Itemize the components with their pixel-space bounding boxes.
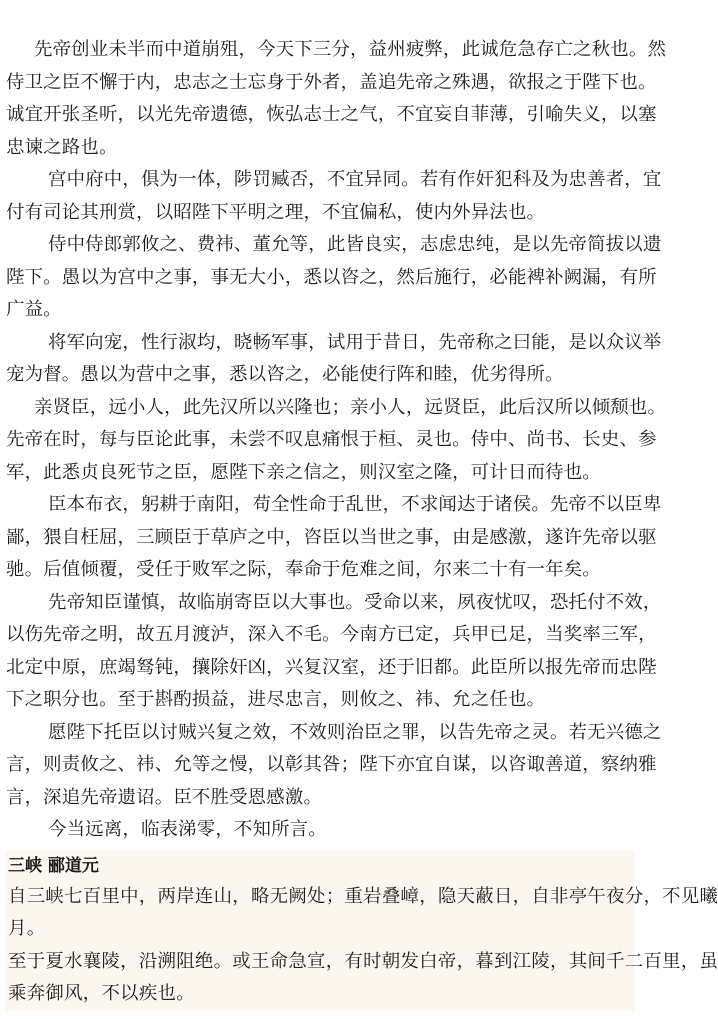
text-line: 愿陛下托臣以讨贼兴复之效，不效则治臣之罪，以告先帝之灵。若无兴德之 bbox=[48, 721, 662, 743]
text-line: 北定中原，庶竭驽钝，攘除奸凶，兴复汉室，还于旧都。此臣所以报先帝而忠陛 bbox=[6, 656, 657, 678]
text-line: 言，深追先帝遗诏。臣不胜受恩感激。 bbox=[6, 786, 323, 808]
text-line: 鄙，猥自枉屈，三顾臣于草庐之中，咨臣以当世之事，由是感激，遂许先帝以驱 bbox=[6, 526, 657, 548]
text-line: 宠为督。愚以为营中之事，悉以咨之，必能使行阵和睦，优劣得所。 bbox=[6, 364, 564, 385]
text-line: 亲贤臣，远小人，此先汉所以兴隆也；亲小人，远贤臣，此后汉所以倾颓也。 bbox=[34, 396, 667, 418]
text-line: 至于夏水襄陵，沿溯阻绝。或王命急宣，有时朝发白帝，暮到江陵，其间千二百里，虽 bbox=[8, 950, 718, 972]
text-line: 先帝创业未半而中道崩殂，今天下三分，益州疲弊，此诚危急存亡之秋也。然 bbox=[34, 39, 667, 60]
text-line: 广益。 bbox=[6, 299, 62, 320]
text-line: 宫中府中，俱为一体，陟罚臧否，不宜异同。若有作奸犯科及为忠善者，宜 bbox=[48, 169, 662, 190]
text-line: 先帝知臣谨慎，故临崩寄臣以大事也。受命以来，夙夜忧叹，恐托付不效， bbox=[48, 591, 662, 613]
text-line: 陛下。愚以为宫中之事，事无大小，悉以咨之，然后施行，必能裨补阙漏，有所 bbox=[6, 266, 657, 288]
text-line: 先帝在时，每与臣论此事，未尝不叹息痛恨于桓、灵也。侍中、尚书、长史、参 bbox=[6, 429, 657, 450]
text-line: 月。 bbox=[8, 918, 46, 939]
text-line: 将军向宠，性行淑均，晓畅军事，试用于昔日，先帝称之曰能，是以众议举 bbox=[48, 331, 662, 353]
text-line: 忠谏之路也。 bbox=[6, 136, 118, 158]
section-title: 三峡 郦道元 bbox=[8, 855, 99, 876]
text-line: 下之职分也。至于斟酌损益，进尽忠言，则攸之、祎、允之任也。 bbox=[6, 689, 546, 710]
text-line: 侍中侍郎郭攸之、费祎、董允等，此皆良实，志虑忠纯，是以先帝简拔以遗 bbox=[48, 234, 662, 255]
text-line: 言，则责攸之、祎、允等之慢，以彰其咎；陛下亦宜自谋，以咨诹善道，察纳雅 bbox=[6, 754, 657, 775]
text-line: 自三峡七百里中，两岸连山，略无阙处；重岩叠嶂，隐天蔽日，自非亭午夜分，不见曦 bbox=[8, 885, 718, 907]
text-line: 付有司论其刑赏，以昭陛下平明之理，不宜偏私，使内外异法也。 bbox=[6, 201, 546, 223]
text-line: 驰。后值倾覆，受任于败军之际，奉命于危难之间，尔来二十有一年矣。 bbox=[6, 559, 601, 580]
text-line: 今当远离，临表涕零，不知所言。 bbox=[48, 819, 327, 840]
text-line: 乘奔御风，不以疾也。 bbox=[8, 983, 195, 1004]
text-line: 臣本布衣，躬耕于南阳，苟全性命于乱世，不求闻达于诸侯。先帝不以臣卑 bbox=[48, 494, 662, 515]
text-line: 诚宜开张圣听，以光先帝遗德，恢弘志士之气，不宜妄自菲薄，引喻失义，以塞 bbox=[6, 104, 657, 125]
text-line: 侍卫之臣不懈于内，忠志之士忘身于外者，盖追先帝之殊遇，欲报之于陛下也。 bbox=[6, 71, 657, 93]
text-line: 以伤先帝之明，故五月渡泸，深入不毛。今南方已定，兵甲已足，当奖率三军， bbox=[6, 624, 657, 645]
chushibiao-text bbox=[6, 34, 667, 847]
sanxia-section bbox=[6, 851, 718, 1011]
text-line: 军，此悉贞良死节之臣，愿陛下亲之信之，则汉室之隆，可计日而待也。 bbox=[6, 461, 601, 483]
